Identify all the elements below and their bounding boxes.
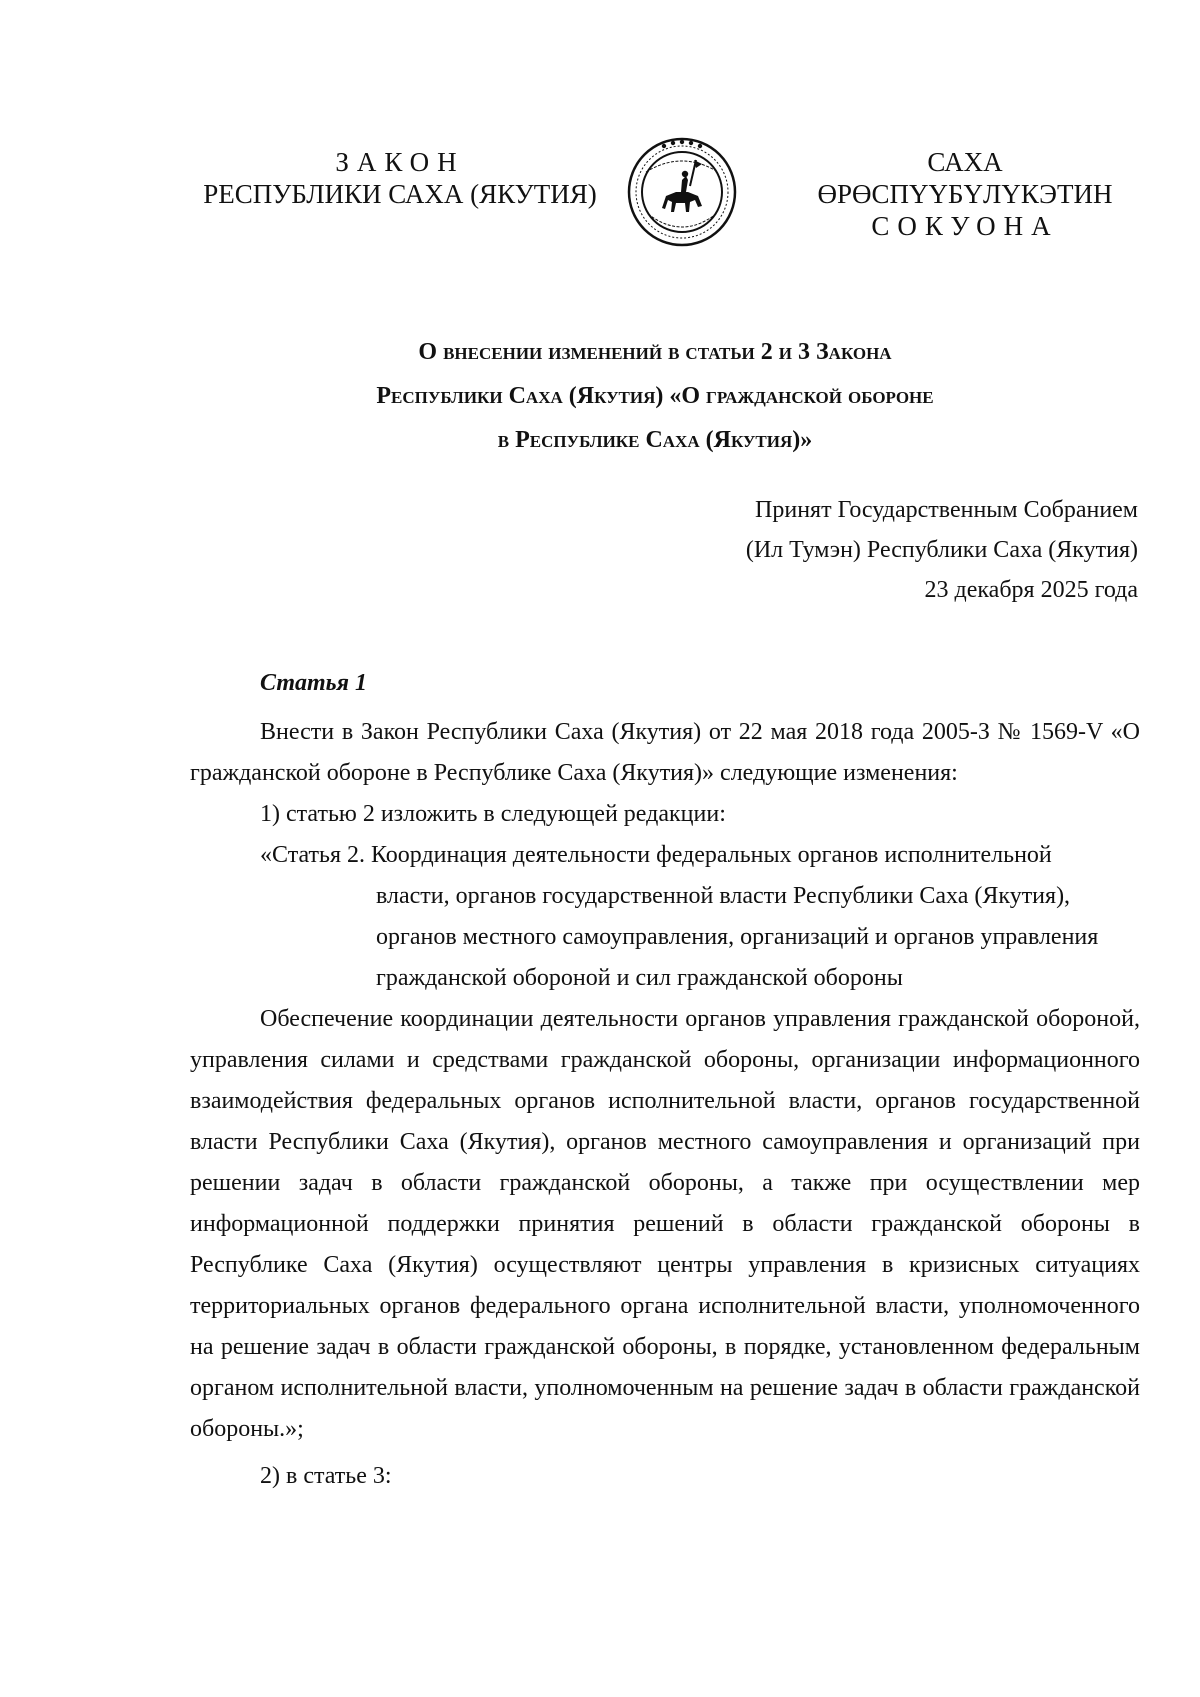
title-line-1: О внесении изменений в статьи 2 и 3 Закона xyxy=(418,339,892,365)
quoted-heading-line-3: органов местного самоуправления, организаций и органов управления xyxy=(376,924,1099,950)
header-right-law-word: СОКУОНА xyxy=(871,211,1059,241)
article-body xyxy=(190,663,1140,1497)
header-right-republic: САХА ӨРӨСПҮҮБҮЛҮКЭТИН xyxy=(817,147,1113,209)
header-left-law-word: ЗАКОН xyxy=(335,147,465,177)
quoted-heading-line-4: гражданской обороной и сил гражданской обороны xyxy=(376,965,903,991)
item-2: 2) в статье 3: xyxy=(260,1463,392,1489)
document-title xyxy=(200,330,1110,462)
quoted-paragraph: Обеспечение координации деятельности органов управления гражданской обороной, управления силами и средствами гражданской обороны, организации информационного взаимодействия федеральных органов исполнительной власти, органов государственной власти Республики Саха (Якутия), органов местного самоуправления и организаций при решении задач в области гражданской обороны, а также при осуществлении мер информационной поддержки принятия решений в области гражданской обороны в Республике Саха (Якутия) осуществляют центры управления в кризисных ситуациях территориальных органов федерального органа исполнительной власти, уполномоченного на решение задач в области гражданской обороны, в порядке, установленном федеральным органом исполнительной власти, уполномоченным на решение задач в области гражданской обороны.»; xyxy=(190,1006,1140,1442)
adoption-block xyxy=(746,490,1138,610)
title-line-3: в Республике Саха (Якутия)» xyxy=(497,427,813,453)
article-intro: Внести в Закон Республики Саха (Якутия) от 22 мая 2018 года 2005-З № 1569-V «О гражданской обороне в Республике Саха (Якутия)» следующие изменения: xyxy=(190,719,1140,786)
quoted-heading-line-2: власти, органов государственной власти Республики Саха (Якутия), xyxy=(376,883,1071,909)
article-heading: Статья 1 xyxy=(260,670,368,696)
item-1: 1) статью 2 изложить в следующей редакции: xyxy=(260,801,726,827)
republic-emblem-icon xyxy=(626,136,738,248)
header-right xyxy=(780,146,1150,242)
title-line-2: Республики Саха (Якутия) «О гражданской обороне xyxy=(376,383,934,409)
adoption-line-2: (Ил Тумэн) Республики Саха (Якутия) xyxy=(745,537,1138,563)
quoted-heading-line-1: «Статья 2. Координация деятельности федеральных органов исполнительной xyxy=(260,842,1052,868)
adoption-date: 23 декабря 2025 года xyxy=(924,577,1138,603)
adoption-line-1: Принят Государственным Собранием xyxy=(755,497,1138,523)
quoted-article-heading xyxy=(260,835,1140,999)
header-left-republic: РЕСПУБЛИКИ САХА (ЯКУТИЯ) xyxy=(203,179,597,209)
header-left xyxy=(200,146,600,210)
